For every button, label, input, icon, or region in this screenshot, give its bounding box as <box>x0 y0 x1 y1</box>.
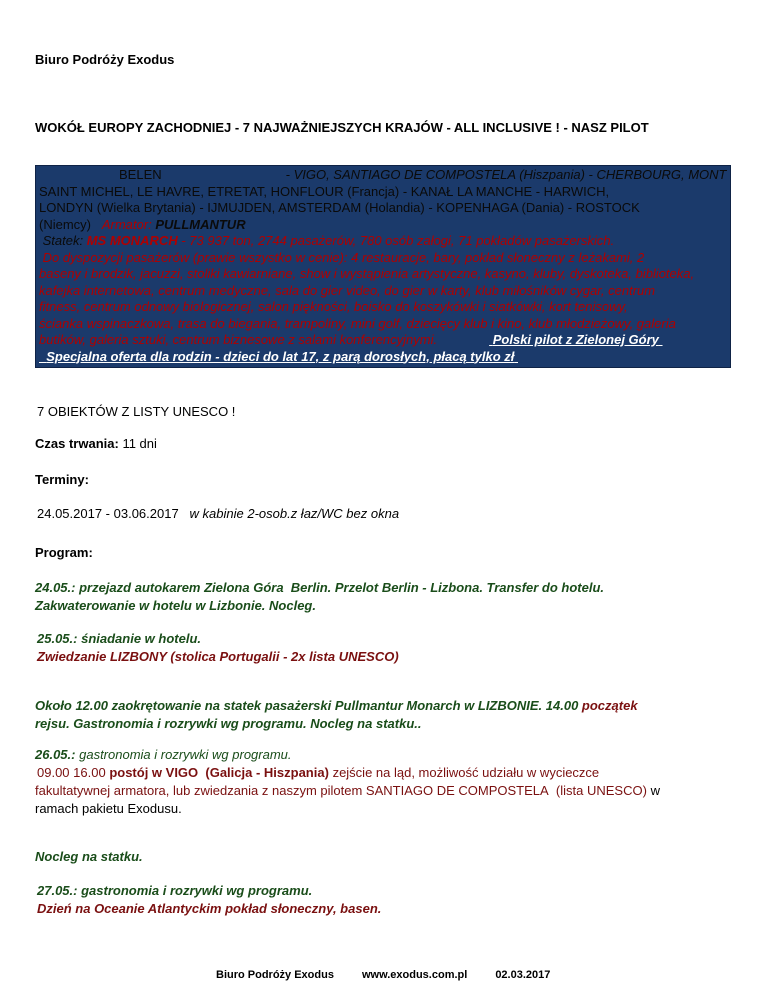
route-line <box>39 167 727 184</box>
unesco-note: 7 OBIEKTÓW Z LISTY UNESCO ! <box>37 404 236 419</box>
program-heading: Program: <box>35 545 93 560</box>
route-text: - VIGO, SANTIAGO DE COMPOSTELA (Hiszpania) - CHERBOURG, MONT <box>285 167 727 182</box>
ship-specs: - 73 937 ton, 2744 pasażerów, 780 osób załogi, 71 pokładów pasażerskich. <box>181 233 615 248</box>
shipowner-name: PULLMANTUR <box>155 216 246 232</box>
ship-name: MS MONARCH <box>86 233 178 248</box>
terms-line <box>37 506 399 521</box>
terms-heading: Terminy: <box>35 472 89 487</box>
shipowner-label: Armator: <box>101 216 152 232</box>
amenities-line: butików, galeria sztuki, centrum biznesowe z salami konferencyjnymi. Polski pilot z Zielonej Góry <box>39 332 727 349</box>
duration-value: 11 dni <box>122 436 157 451</box>
footer-company: Biuro Podróży Exodus <box>216 969 334 981</box>
program-embark: Około 12.00 zaokrętowanie na statek pasażerski Pullmantur Monarch w LIZBONIE. 14.00 początek rejsu. Gastronomia i rozrywki wg programu. Nocleg na statku.. <box>35 698 638 731</box>
family-offer: Specjalna oferta dla rodzin - dzieci do lat 17, z parą dorosłych, płacą tylko zł <box>46 348 515 364</box>
route-line <box>39 233 727 250</box>
terms-cabin: w kabinie 2-osob.z łaz/WC bez okna <box>189 506 400 521</box>
offer-title: WOKÓŁ EUROPY ZACHODNIEJ - 7 NAJWAŻNIEJSZYCH KRAJÓW - ALL INCLUSIVE ! - NASZ PILOT <box>35 120 649 135</box>
route-text: SAINT MICHEL, LE HAVRE, ETRETAT, HONFLOUR (Francja) - KANAŁ LA MANCHE - HARWICH, <box>39 183 610 199</box>
program-day: 26.05.: gastronomia i rozrywki wg programu. 09.00 16.00 postój w VIGO (Galicja - Hiszpania) zejście na ląd, możliwość udziału w wycieczce fakultatywnej armatora, lub zwiedzania z naszym pilotem SANTIAGO DE COMPOSTELA (lista UNESCO) w ramach pakietu Exodusu. <box>35 747 660 816</box>
amenities-line: ścianka wspinaczkowa, trasa do biegania, trampoliny, mini golf, dziecięcy klub i kino, klub młodzieżowy, galeria <box>39 315 676 331</box>
page-footer <box>216 969 550 981</box>
route-line <box>39 200 727 217</box>
program-day: 27.05.: gastronomia i rozrywki wg programu. Dzień na Oceanie Atlantyckim pokład słoneczny, basen. <box>37 883 382 916</box>
day-date: 26.05.: <box>35 747 76 762</box>
program-day: 25.05.: śniadanie w hotelu. Zwiedzanie LIZBONY (stolica Portugalii - 2x lista UNESCO) <box>37 631 399 664</box>
duration-label: Czas trwania: <box>35 436 119 451</box>
day-date: 27.05.: <box>37 883 78 898</box>
route-text: BELEN <box>119 167 162 182</box>
amenities-line: Do dyspozycji pasażerów (prawie wszystko w cenie): 4 restauracje, bary, pokład słoneczny z leżakami, 2 <box>42 249 645 265</box>
route-line <box>39 184 727 201</box>
ship-label: Statek: <box>42 233 84 248</box>
footer-website: www.exodus.com.pl <box>361 969 468 981</box>
family-offer-line <box>39 349 727 366</box>
program-day: 24.05.: przejazd autokarem Zielona Góra Berlin. Przelot Berlin - Lizbona. Transfer do hotelu. Zakwaterowanie w hotelu w Lizbonie. Nocleg. <box>35 580 605 613</box>
route-text: (Niemcy) <box>39 216 91 232</box>
duration <box>35 436 157 451</box>
company-name: Biuro Podróży Exodus <box>35 52 175 67</box>
night-note: Nocleg na statku. <box>35 849 143 864</box>
pilot-info: Polski pilot z Zielonej Góry <box>492 332 659 347</box>
route-text: LONDYN (Wielka Brytania) - IJMUJDEN, AMSTERDAM (Holandia) - KOPENHAGA (Dania) - ROSTOCK <box>39 200 640 215</box>
amenities-line: baseny i brodzik, jacuzzi, stoliki kawiarniane, show i wystąpienia artystyczne, kasyno, kluby, dyskoteka, biblioteka, <box>39 266 695 281</box>
route-description-box <box>35 165 731 368</box>
amenities-line: fitness, centrum odnowy biologicznej, salon piękności, boisko do koszykówki i siatkówki, kort tenisowy, <box>39 299 628 314</box>
terms-dates: 24.05.2017 - 03.06.2017 <box>37 506 179 521</box>
footer-date: 02.03.2017 <box>495 969 551 981</box>
route-line <box>39 217 727 234</box>
amenities-line: kafejka internetowa, centrum medyczne, sala do gier video, do gier w karty, klub miłośników cygar, centrum <box>39 282 656 298</box>
